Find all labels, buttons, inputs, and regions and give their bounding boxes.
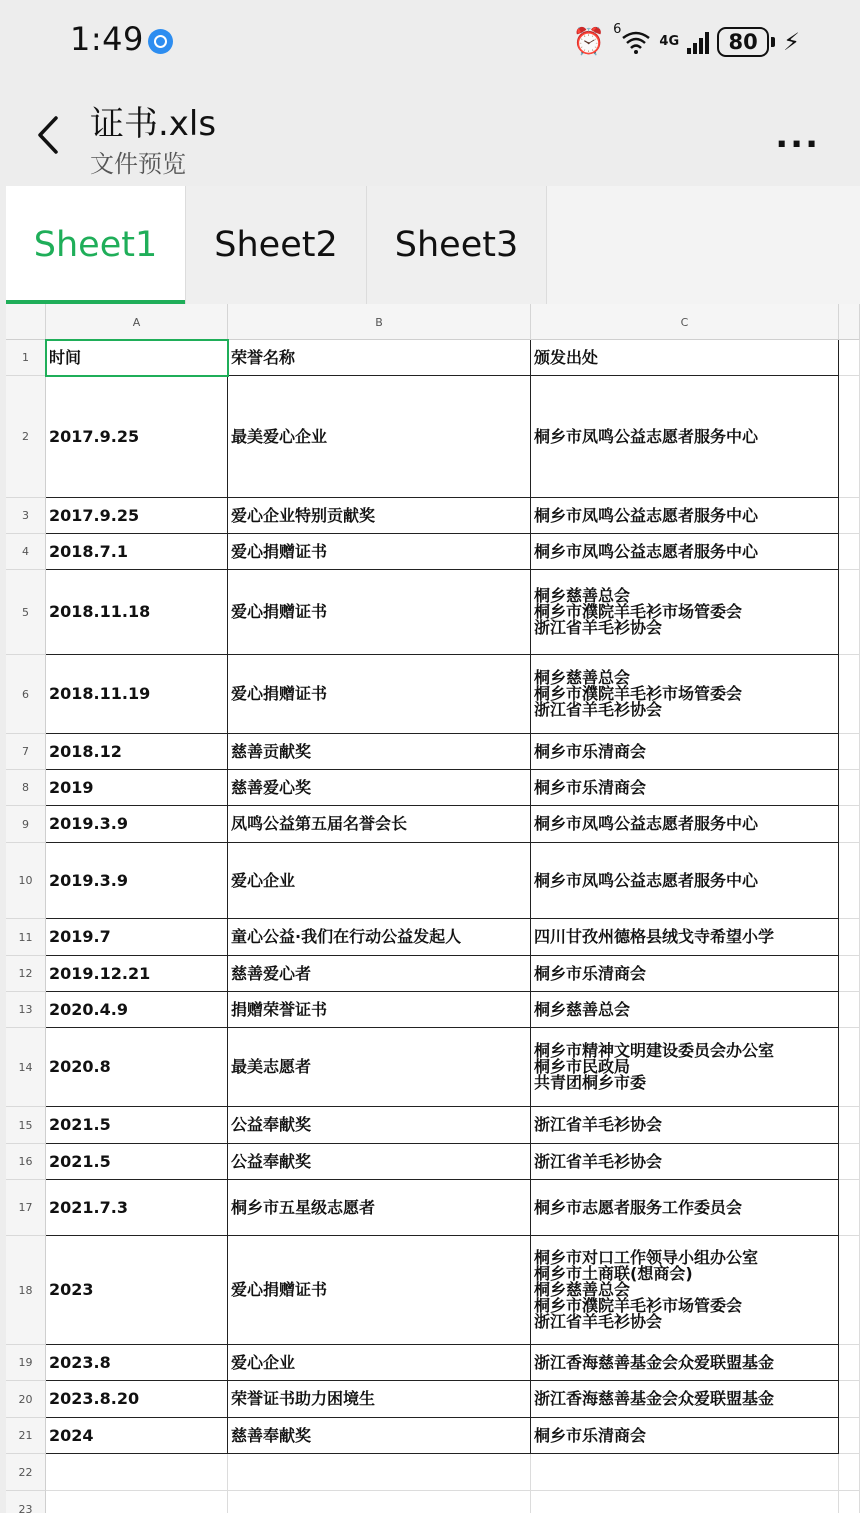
cell-a21[interactable]: 2024 [46, 1418, 228, 1454]
row-header[interactable]: 22 [6, 1454, 46, 1491]
file-subtitle: 文件预览 [90, 150, 186, 178]
cell-b13[interactable]: 捐赠荣誉证书 [228, 992, 531, 1028]
cell-a14[interactable]: 2020.8 [46, 1028, 228, 1107]
status-icons [573, 22, 800, 62]
cell-a19[interactable]: 2023.8 [46, 1345, 228, 1381]
battery-icon [717, 27, 769, 57]
cell-c3[interactable]: 桐乡市凤鸣公益志愿者服务中心 [531, 498, 839, 534]
signal-icon [687, 30, 709, 54]
cell-b18[interactable]: 爱心捐赠证书 [228, 1236, 531, 1345]
cell-b11[interactable]: 童心公益·我们在行动公益发起人 [228, 919, 531, 956]
cell-b23[interactable] [228, 1491, 531, 1513]
row-header[interactable]: 18 [6, 1236, 46, 1345]
cell-overflow[interactable] [839, 1454, 860, 1491]
row-header[interactable]: 15 [6, 1107, 46, 1144]
cell-overflow[interactable] [839, 734, 860, 770]
cell-c5[interactable]: 桐乡慈善总会 桐乡市濮院羊毛衫市场管委会 浙江省羊毛衫协会 [531, 570, 839, 655]
wifi-label: 6 [613, 22, 622, 37]
row-header[interactable]: 21 [6, 1418, 46, 1454]
row-header[interactable]: 16 [6, 1144, 46, 1180]
cell-b10[interactable]: 爱心企业 [228, 843, 531, 919]
file-title: 证书.xls [90, 104, 217, 144]
row-header[interactable]: 1 [6, 340, 46, 376]
cell-c18[interactable]: 桐乡市对口工作领导小组办公室 桐乡市土商联(想商会) 桐乡慈善总会 桐乡市濮院羊毛衫市场管委会 浙江省羊毛衫协会 [531, 1236, 839, 1345]
cell-c7[interactable]: 桐乡市乐清商会 [531, 734, 839, 770]
battery-level: 80 [728, 30, 758, 54]
cell-c21[interactable]: 桐乡市乐清商会 [531, 1418, 839, 1454]
charging-icon: ⚡ [783, 28, 800, 56]
cell-overflow[interactable] [839, 1491, 860, 1513]
cell-c20[interactable]: 浙江香海慈善基金会众爱联盟基金 [531, 1381, 839, 1418]
cell-b22[interactable] [228, 1454, 531, 1491]
cell-overflow[interactable] [839, 498, 860, 534]
app-header [0, 86, 860, 186]
cell-a20[interactable]: 2023.8.20 [46, 1381, 228, 1418]
status-time: 1:49 [70, 20, 144, 58]
cell-overflow[interactable] [839, 843, 860, 919]
cell-b4[interactable]: 爱心捐赠证书 [228, 534, 531, 570]
cell-b16[interactable]: 公益奉献奖 [228, 1144, 531, 1180]
cell-c9[interactable]: 桐乡市凤鸣公益志愿者服务中心 [531, 806, 839, 843]
row-header[interactable]: 23 [6, 1491, 46, 1513]
cell-a12[interactable]: 2019.12.21 [46, 956, 228, 992]
cell-c14[interactable]: 桐乡市精神文明建设委员会办公室 桐乡市民政局 共青团桐乡市委 [531, 1028, 839, 1107]
cell-c13[interactable]: 桐乡慈善总会 [531, 992, 839, 1028]
cell-c11[interactable]: 四川甘孜州德格县绒戈寺希望小学 [531, 919, 839, 956]
cell-overflow[interactable] [839, 1107, 860, 1144]
corner-cell [6, 304, 46, 340]
browser-app-icon [148, 29, 173, 54]
back-arrow-icon[interactable] [30, 110, 70, 160]
sheet-tabs [6, 186, 860, 304]
cell-a4[interactable]: 2018.7.1 [46, 534, 228, 570]
cell-overflow[interactable] [839, 1345, 860, 1381]
selected-cell-highlight [45, 339, 229, 377]
cell-a6[interactable]: 2018.11.19 [46, 655, 228, 734]
column-header-c[interactable]: C [531, 304, 839, 340]
spreadsheet-grid[interactable] [6, 304, 860, 1513]
alarm-icon: ⏰ [572, 27, 606, 57]
cell-b21[interactable]: 慈善奉献奖 [228, 1418, 531, 1454]
cell-overflow[interactable] [839, 919, 860, 956]
tab-sheet1[interactable]: Sheet1 [6, 186, 186, 304]
row-header[interactable]: 14 [6, 1028, 46, 1107]
row-header[interactable]: 3 [6, 498, 46, 534]
cell-a18[interactable]: 2023 [46, 1236, 228, 1345]
cell-b20[interactable]: 荣誉证书助力困境生 [228, 1381, 531, 1418]
cell-b19[interactable]: 爱心企业 [228, 1345, 531, 1381]
cell-b14[interactable]: 最美志愿者 [228, 1028, 531, 1107]
cell-b1[interactable]: 荣誉名称 [228, 340, 531, 376]
wifi-icon [621, 30, 651, 54]
status-bar [0, 0, 860, 86]
cell-b17[interactable]: 桐乡市五星级志愿者 [228, 1180, 531, 1236]
cell-overflow[interactable] [839, 570, 860, 655]
row-header[interactable]: 4 [6, 534, 46, 570]
cell-overflow[interactable] [839, 806, 860, 843]
cell-overflow[interactable] [839, 376, 860, 498]
column-header-a[interactable]: A [46, 304, 228, 340]
cell-b15[interactable]: 公益奉献奖 [228, 1107, 531, 1144]
cell-overflow[interactable] [839, 1144, 860, 1180]
row-header[interactable]: 12 [6, 956, 46, 992]
cell-b3[interactable]: 爱心企业特别贡献奖 [228, 498, 531, 534]
row-header[interactable]: 13 [6, 992, 46, 1028]
cell-c10[interactable]: 桐乡市凤鸣公益志愿者服务中心 [531, 843, 839, 919]
row-header[interactable]: 19 [6, 1345, 46, 1381]
row-header[interactable]: 5 [6, 570, 46, 655]
cell-overflow[interactable] [839, 655, 860, 734]
cell-c12[interactable]: 桐乡市乐清商会 [531, 956, 839, 992]
row-header[interactable]: 2 [6, 376, 46, 498]
cell-a3[interactable]: 2017.9.25 [46, 498, 228, 534]
cell-overflow[interactable] [839, 340, 860, 376]
cell-a1[interactable]: 时间 [46, 340, 228, 376]
cell-a13[interactable]: 2020.4.9 [46, 992, 228, 1028]
cell-overflow[interactable] [839, 534, 860, 570]
row-header[interactable]: 11 [6, 919, 46, 956]
cell-b12[interactable]: 慈善爱心者 [228, 956, 531, 992]
cell-overflow[interactable] [839, 1236, 860, 1345]
cell-c19[interactable]: 浙江香海慈善基金会众爱联盟基金 [531, 1345, 839, 1381]
cell-overflow[interactable] [839, 1028, 860, 1107]
cell-a8[interactable]: 2019 [46, 770, 228, 806]
cell-b9[interactable]: 凤鸣公益第五届名誉会长 [228, 806, 531, 843]
tab-sheet3[interactable]: Sheet3 [367, 186, 547, 304]
row-header[interactable]: 8 [6, 770, 46, 806]
row-header[interactable]: 9 [6, 806, 46, 843]
network-type: 4G [659, 34, 680, 49]
cell-c15[interactable]: 浙江省羊毛衫协会 [531, 1107, 839, 1144]
tabs-empty-area [547, 186, 860, 304]
cell-a9[interactable]: 2019.3.9 [46, 806, 228, 843]
cell-overflow[interactable] [839, 992, 860, 1028]
cell-a5[interactable]: 2018.11.18 [46, 570, 228, 655]
cell-b8[interactable]: 慈善爱心奖 [228, 770, 531, 806]
row-header[interactable]: 10 [6, 843, 46, 919]
cell-c16[interactable]: 浙江省羊毛衫协会 [531, 1144, 839, 1180]
cell-a7[interactable]: 2018.12 [46, 734, 228, 770]
row-header[interactable]: 20 [6, 1381, 46, 1418]
cell-overflow[interactable] [839, 1180, 860, 1236]
cell-a23[interactable] [46, 1491, 228, 1513]
cell-overflow[interactable] [839, 1418, 860, 1454]
tab-sheet2[interactable]: Sheet2 [186, 186, 367, 304]
cell-b2[interactable]: 最美爱心企业 [228, 376, 531, 498]
cell-c23[interactable] [531, 1491, 839, 1513]
cell-c1[interactable]: 颁发出处 [531, 340, 839, 376]
cell-c6[interactable]: 桐乡慈善总会 桐乡市濮院羊毛衫市场管委会 浙江省羊毛衫协会 [531, 655, 839, 734]
row-header[interactable]: 17 [6, 1180, 46, 1236]
cell-c2[interactable]: 桐乡市凤鸣公益志愿者服务中心 [531, 376, 839, 498]
column-header-extra [839, 304, 860, 340]
cell-a2[interactable]: 2017.9.25 [46, 376, 228, 498]
column-header-b[interactable]: B [228, 304, 531, 340]
cell-b6[interactable]: 爱心捐赠证书 [228, 655, 531, 734]
cell-a11[interactable]: 2019.7 [46, 919, 228, 956]
row-header[interactable]: 7 [6, 734, 46, 770]
column-header-bar [6, 304, 860, 340]
cell-a10[interactable]: 2019.3.9 [46, 843, 228, 919]
cell-a16[interactable]: 2021.5 [46, 1144, 228, 1180]
cell-c22[interactable] [531, 1454, 839, 1491]
battery-tip [771, 37, 775, 47]
cell-a22[interactable] [46, 1454, 228, 1491]
cell-c17[interactable]: 桐乡市志愿者服务工作委员会 [531, 1180, 839, 1236]
cell-b5[interactable]: 爱心捐赠证书 [228, 570, 531, 655]
cell-overflow[interactable] [839, 956, 860, 992]
cell-c4[interactable]: 桐乡市凤鸣公益志愿者服务中心 [531, 534, 839, 570]
cell-a17[interactable]: 2021.7.3 [46, 1180, 228, 1236]
cell-overflow[interactable] [839, 770, 860, 806]
cell-c8[interactable]: 桐乡市乐清商会 [531, 770, 839, 806]
cell-overflow[interactable] [839, 1381, 860, 1418]
cell-a15[interactable]: 2021.5 [46, 1107, 228, 1144]
more-menu-button[interactable]: ... [775, 116, 820, 156]
row-header[interactable]: 6 [6, 655, 46, 734]
cell-b7[interactable]: 慈善贡献奖 [228, 734, 531, 770]
